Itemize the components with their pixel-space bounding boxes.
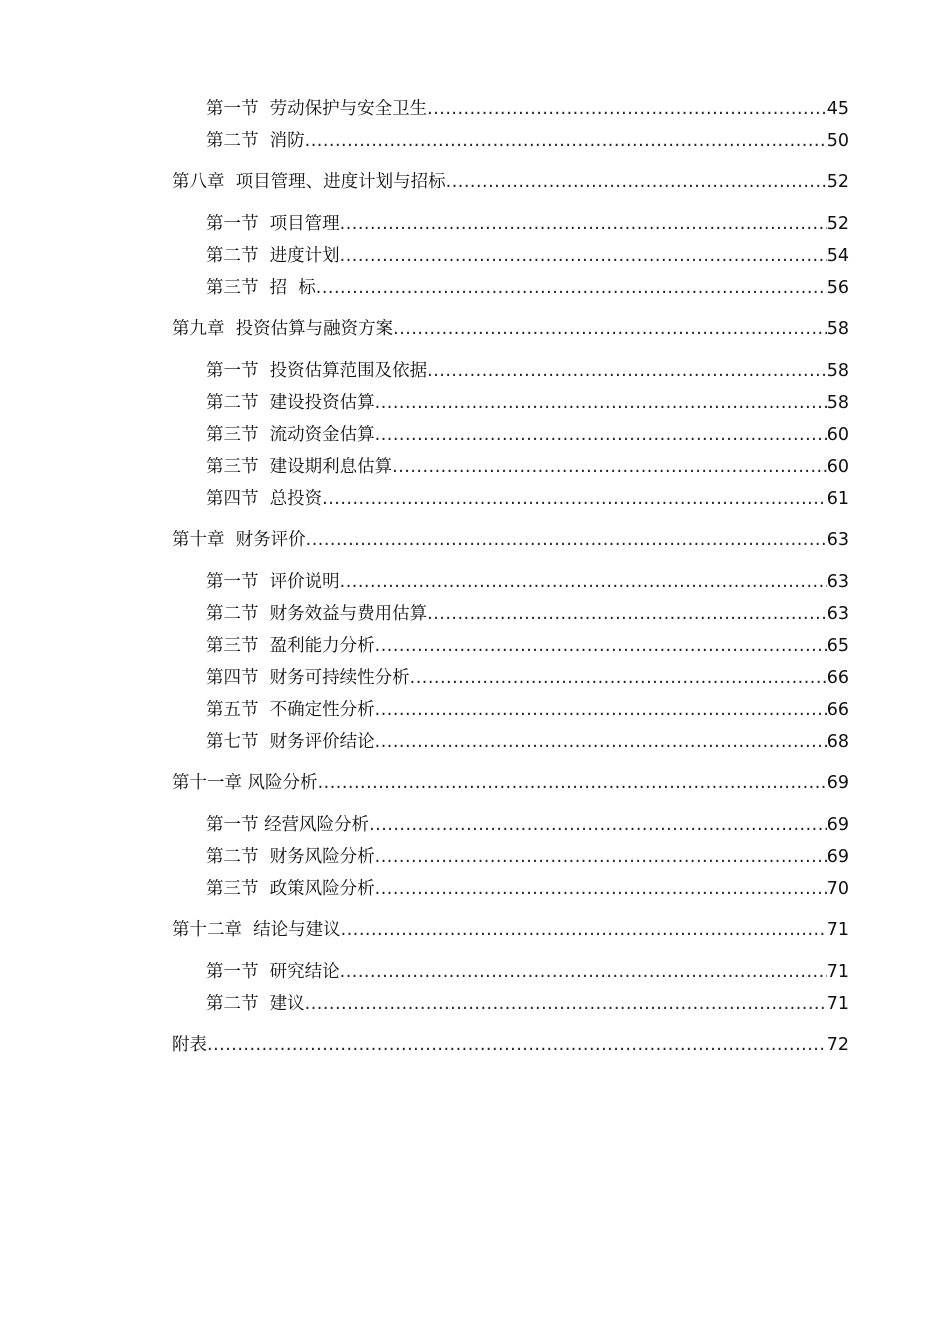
toc-dot-leader bbox=[427, 359, 827, 383]
toc-entry-title: 第八章 项目管理、进度计划与招标 bbox=[172, 172, 446, 192]
toc-dot-leader bbox=[375, 423, 827, 447]
toc-entry-title: 第二节 进度计划 bbox=[206, 246, 340, 266]
toc-entry-page: 63 bbox=[826, 604, 849, 624]
toc-entry-title: 第十一章 风险分析 bbox=[172, 773, 318, 793]
toc-entry-page: 58 bbox=[826, 393, 849, 413]
toc-entry-page: 70 bbox=[826, 879, 849, 899]
toc-entry-page: 71 bbox=[826, 962, 849, 982]
toc-entry-page: 50 bbox=[826, 131, 849, 151]
toc-entry-page: 68 bbox=[826, 732, 849, 752]
toc-dot-leader bbox=[375, 845, 827, 869]
toc-dot-leader bbox=[375, 877, 827, 901]
toc-entry[interactable] bbox=[206, 276, 849, 300]
toc-entry-title: 第一节 劳动保护与安全卫生 bbox=[206, 99, 428, 119]
toc-dot-leader bbox=[305, 992, 827, 1016]
toc-entry[interactable] bbox=[206, 602, 849, 626]
toc-entry-page: 69 bbox=[826, 847, 849, 867]
toc-entry[interactable] bbox=[206, 845, 849, 869]
toc-entry-page: 54 bbox=[826, 246, 849, 266]
toc-entry[interactable] bbox=[206, 391, 849, 415]
toc-entry-page: 61 bbox=[826, 489, 849, 509]
toc-entry-page: 60 bbox=[826, 457, 849, 477]
toc-entry-page: 65 bbox=[826, 636, 849, 656]
toc-entry-page: 63 bbox=[826, 572, 849, 592]
toc-entry-page: 69 bbox=[826, 773, 849, 793]
toc-entry-page: 69 bbox=[826, 815, 849, 835]
toc-entry-title: 第三节 盈利能力分析 bbox=[206, 636, 375, 656]
toc-entry[interactable] bbox=[206, 97, 849, 121]
toc-entry-page: 45 bbox=[826, 99, 849, 119]
toc-entry[interactable] bbox=[206, 423, 849, 447]
toc-dot-leader bbox=[446, 170, 827, 194]
toc-entry-title: 第四节 财务可持续性分析 bbox=[206, 668, 410, 688]
toc-appendix-entry[interactable] bbox=[172, 1033, 849, 1057]
toc-entry-title: 附表 bbox=[172, 1035, 207, 1055]
toc-entry-title: 第五节 不确定性分析 bbox=[206, 700, 375, 720]
toc-entry-title: 第十章 财务评价 bbox=[172, 530, 306, 550]
toc-chapter-entry[interactable] bbox=[172, 317, 849, 341]
toc-dot-leader bbox=[306, 528, 827, 552]
toc-entry-page: 72 bbox=[826, 1035, 849, 1055]
toc-dot-leader bbox=[318, 771, 827, 795]
toc-entry[interactable] bbox=[206, 634, 849, 658]
toc-chapter-entry[interactable] bbox=[172, 771, 849, 795]
toc-entry-title: 第二节 财务风险分析 bbox=[206, 847, 375, 867]
toc-dot-leader bbox=[322, 487, 827, 511]
toc-dot-leader bbox=[340, 960, 827, 984]
toc-entry[interactable] bbox=[206, 992, 849, 1016]
toc-dot-leader bbox=[305, 129, 827, 153]
toc-dot-leader bbox=[375, 698, 827, 722]
toc-dot-leader bbox=[375, 391, 827, 415]
toc-entry-page: 52 bbox=[826, 214, 849, 234]
toc-chapter-entry[interactable] bbox=[172, 528, 849, 552]
toc-dot-leader bbox=[316, 276, 827, 300]
toc-entry-title: 第一节 经营风险分析 bbox=[206, 815, 370, 835]
toc-entry-title: 第二节 消防 bbox=[206, 131, 305, 151]
toc-entry[interactable] bbox=[206, 487, 849, 511]
toc-entry-title: 第三节 流动资金估算 bbox=[206, 425, 375, 445]
toc-dot-leader bbox=[340, 570, 827, 594]
toc-entry-title: 第二节 建设投资估算 bbox=[206, 393, 375, 413]
toc-entry-title: 第三节 建设期利息估算 bbox=[206, 457, 393, 477]
toc-dot-leader bbox=[341, 918, 827, 942]
toc-entry-title: 第二节 财务效益与费用估算 bbox=[206, 604, 428, 624]
toc-entry-title: 第三节 招 标 bbox=[206, 278, 316, 298]
toc-entry-page: 71 bbox=[826, 994, 849, 1014]
toc-entry-page: 58 bbox=[826, 361, 849, 381]
toc-chapter-entry[interactable] bbox=[172, 918, 849, 942]
toc-entry-title: 第三节 政策风险分析 bbox=[206, 879, 375, 899]
toc-entry-title: 第九章 投资估算与融资方案 bbox=[172, 319, 394, 339]
toc-dot-leader bbox=[393, 317, 827, 341]
toc-entry-title: 第七节 财务评价结论 bbox=[206, 732, 375, 752]
toc-entry[interactable] bbox=[206, 960, 849, 984]
toc-dot-leader bbox=[369, 813, 827, 837]
toc-entry[interactable] bbox=[206, 698, 849, 722]
toc-entry-page: 52 bbox=[826, 172, 849, 192]
toc-entry-page: 56 bbox=[826, 278, 849, 298]
toc-entry[interactable] bbox=[206, 666, 849, 690]
toc-entry-page: 60 bbox=[826, 425, 849, 445]
toc-dot-leader bbox=[340, 212, 827, 236]
toc-entry-page: 63 bbox=[826, 530, 849, 550]
toc-entry[interactable] bbox=[206, 359, 849, 383]
toc-entry[interactable] bbox=[206, 455, 849, 479]
toc-entry[interactable] bbox=[206, 212, 849, 236]
toc-entry-title: 第四节 总投资 bbox=[206, 489, 323, 509]
toc-entry-title: 第一节 研究结论 bbox=[206, 962, 340, 982]
toc-entry-page: 58 bbox=[826, 319, 849, 339]
toc-dot-leader bbox=[427, 97, 827, 121]
toc-entry-page: 71 bbox=[826, 920, 849, 940]
toc-entry[interactable] bbox=[206, 244, 849, 268]
toc-entry-title: 第二节 建议 bbox=[206, 994, 305, 1014]
toc-entry-title: 第一节 评价说明 bbox=[206, 572, 340, 592]
toc-dot-leader bbox=[375, 730, 827, 754]
toc-dot-leader bbox=[207, 1033, 827, 1057]
toc-entry-title: 第一节 项目管理 bbox=[206, 214, 340, 234]
toc-dot-leader bbox=[375, 634, 827, 658]
toc-entry-title: 第十二章 结论与建议 bbox=[172, 920, 341, 940]
toc-entry[interactable] bbox=[206, 813, 849, 837]
toc-dot-leader bbox=[410, 666, 827, 690]
toc-entry-title: 第一节 投资估算范围及依据 bbox=[206, 361, 428, 381]
toc-dot-leader bbox=[340, 244, 827, 268]
toc-chapter-entry[interactable] bbox=[172, 170, 849, 194]
toc-entry[interactable] bbox=[206, 730, 849, 754]
toc-entry-page: 66 bbox=[826, 700, 849, 720]
toc-entry[interactable] bbox=[206, 570, 849, 594]
toc-dot-leader bbox=[392, 455, 827, 479]
toc-entry-page: 66 bbox=[826, 668, 849, 688]
toc-entry[interactable] bbox=[206, 129, 849, 153]
toc-entry[interactable] bbox=[206, 877, 849, 901]
toc-dot-leader bbox=[427, 602, 827, 626]
